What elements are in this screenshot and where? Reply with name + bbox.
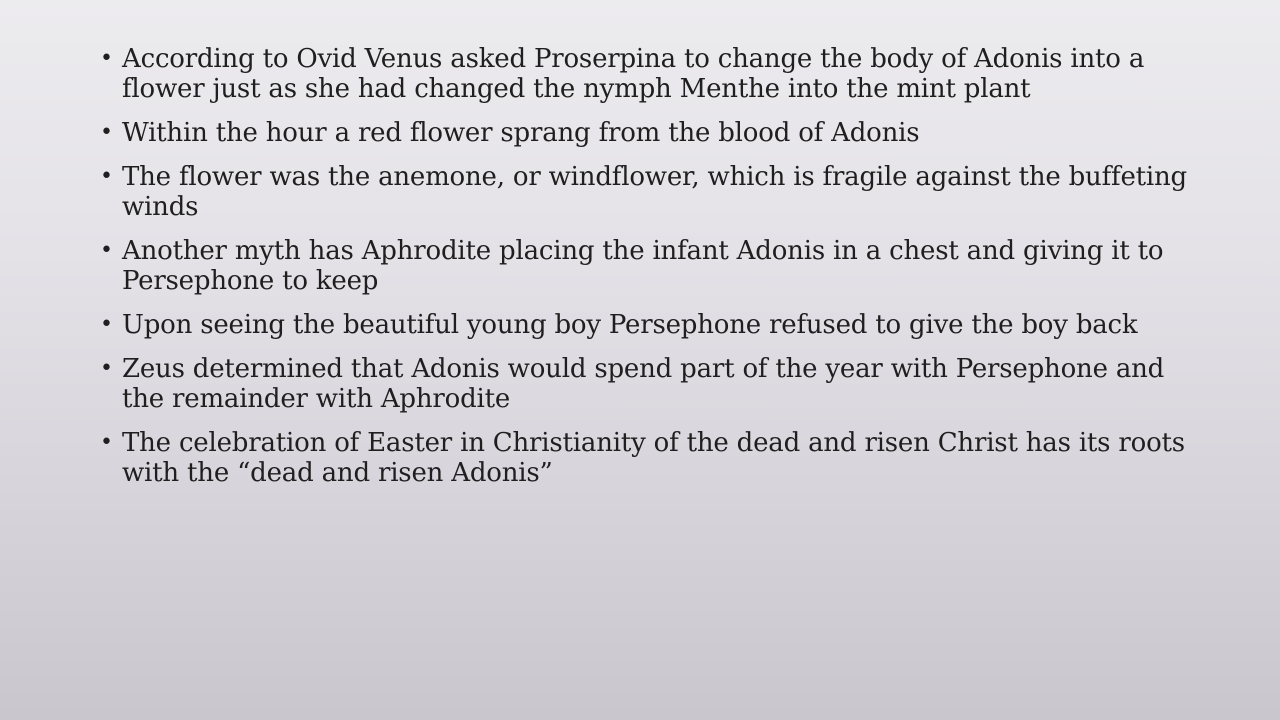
bullet-icon: • bbox=[100, 356, 113, 381]
bullet-text: According to Ovid Venus asked Proserpina to change the body of Adonis into a flower just as she had changed the nymph Menthe into the mint plant bbox=[122, 44, 1145, 104]
bullet-icon: • bbox=[100, 430, 113, 455]
bullet-item bbox=[100, 162, 1190, 222]
bullet-item bbox=[100, 428, 1190, 488]
bullet-list bbox=[100, 44, 1190, 502]
bullet-text: Upon seeing the beautiful young boy Persephone refused to give the boy back bbox=[122, 310, 1138, 340]
bullet-icon: • bbox=[100, 238, 113, 263]
bullet-icon: • bbox=[100, 312, 113, 337]
bullet-text: The celebration of Easter in Christianity of the dead and risen Christ has its roots with the “dead and risen Adonis” bbox=[122, 428, 1185, 488]
bullet-icon: • bbox=[100, 120, 113, 145]
bullet-item bbox=[100, 236, 1190, 296]
bullet-text: The flower was the anemone, or windflower, which is fragile against the buffeting winds bbox=[122, 162, 1187, 222]
bullet-item bbox=[100, 310, 1190, 340]
bullet-item bbox=[100, 118, 1190, 148]
bullet-item bbox=[100, 44, 1190, 104]
bullet-icon: • bbox=[100, 46, 113, 71]
bullet-item bbox=[100, 354, 1190, 414]
bullet-text: Another myth has Aphrodite placing the infant Adonis in a chest and giving it to Persephone to keep bbox=[122, 236, 1164, 296]
bullet-text: Within the hour a red flower sprang from the blood of Adonis bbox=[122, 118, 920, 148]
bullet-text: Zeus determined that Adonis would spend part of the year with Persephone and the remainder with Aphrodite bbox=[122, 354, 1165, 414]
bullet-icon: • bbox=[100, 164, 113, 189]
